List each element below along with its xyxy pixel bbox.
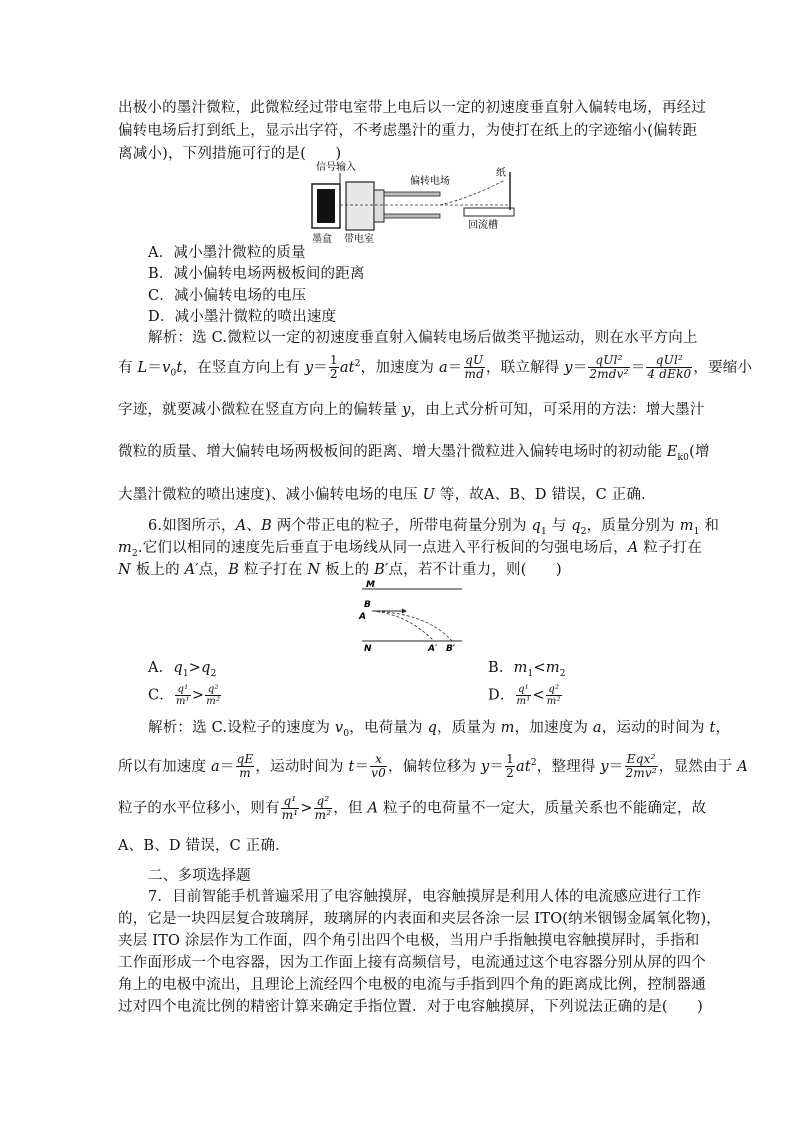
lower-plate [384, 214, 440, 218]
q6-solution-line1: 解析：选 C.设粒子的速度为 $v_0$，电荷量为 q，质量为 m，加速度为 a，运动的时间为 t， [148, 720, 731, 739]
q6-solution-line3: 粒子的水平位移小，则有 $\frac{\text{q¹}}{\text{m¹}}$ > $\frac{\text{q²}}{\text{m²}}$ ，但 A 粒子的电荷量不一定大，质量关系也不能确定，故 [118, 794, 707, 822]
trajectory-a [372, 611, 434, 641]
return-tank [464, 208, 514, 216]
q7-text-line6: 过对四个电流比例的精密计算来确定手指位置．对于电容触摸屏，下列说法正确的是( ) [118, 999, 704, 1015]
label-n: N [364, 644, 372, 652]
ink-box-label: 墨盒 [312, 234, 332, 244]
q5-option-b: B．减小偏转电场两极板间的距离 [148, 266, 365, 282]
charge-chamber [346, 182, 374, 230]
label-a-prime: A′ [428, 644, 438, 652]
q5-option-a: A．减小墨汁微粒的质量 [148, 245, 306, 261]
parallel-plate-diagram [352, 580, 467, 652]
q5-solution-line3: 字迹，就要减小微粒在竖直方向上的偏转量 y，由上式分析可知，可采用的方法：增大墨汁 [118, 402, 705, 418]
q7-text-line5: 角上的电极中流出，且理论上流经四个电极的电流与手指到四个角的距离成比例，控制器通 [118, 977, 706, 993]
charge-chamber-label: 带电室 [344, 234, 374, 244]
q6-option-a: A．$q_1>q_2$ [148, 660, 217, 679]
q5-solution-line2: 有 $L=v_0t$，在竖直方向上有 y＝ $\frac{1}{2}$ $at^2$，加速度为 a＝ $\frac{qU}{md}$ ，联立解得 y＝ $\frac{\text{qUl²}}{\text{2mdv²}}$ ＝ $\frac{\text{qUl²}}{\text{4 dEk0}}$ ，要缩小 [118, 353, 753, 382]
q5-option-d: D．减小墨汁微粒的喷出速度 [148, 309, 337, 325]
q6-solution-line2: 所以有加速度 a＝ $\frac{qE}{m}$ ，运动时间为 t＝ $\frac{x}{v0}$ ，偏转位移为 y＝ $\frac{1}{2}$ $at^2$，整理得 y＝ $\frac{\text{Eqx²}}{\text{2mv²}}$ ，显然由于 A [118, 752, 748, 781]
q5-solution-line4: 微粒的质量、增大偏转电场两极板间的距离、增大墨汁微粒进入偏转电场时的初动能 $E_{k0}$(增 [118, 444, 710, 463]
q6-option-d: D． $\frac{\text{q¹}}{\text{m¹}}$ < $\frac{\text{q²}}{\text{m²}}$ [488, 684, 561, 707]
label-b: B [364, 600, 371, 610]
q5-text-line1: 出极小的墨汁微粒，此微粒经过带电室带上电后以一定的初速度垂直射入偏转电场，再经过 [118, 100, 706, 116]
inkjet-diagram [300, 158, 520, 244]
q6-text-line3: N 板上的 A′点，B 粒子打在 N 板上的 B′点，若不计重力，则( ) [118, 562, 562, 578]
q5-option-c: C．减小偏转电场的电压 [148, 288, 307, 304]
q6-text-line1: 6.如图所示，A、B 两个带正电的粒子，所带电荷量分别为 $q_1$ 与 $q_2$，质量分别为 $m_1$ 和 [148, 518, 720, 537]
q7-text-line3: 夹层 ITO 涂层作为工作面，四个角引出四个电极，当用户手指触摸电容触摸屏时，手指和 [118, 933, 700, 949]
label-a: A [359, 612, 366, 622]
section-heading: 二、多项选择题 [148, 868, 251, 884]
q5-solution-line5: 大墨汁微粒的喷出速度)、减小偏转电场的电压 U 等，故A、B、D 错误，C 正确． [118, 487, 656, 503]
label-m: M [366, 580, 375, 590]
q7-text-line1: 7．目前智能手机普遍采用了电容触摸屏，电容触摸屏是利用人体的电流感应进行工作 [148, 889, 702, 905]
q7-text-line2: 的，它是一块四层复合玻璃屏，玻璃屏的内表面和夹层各涂一层 ITO(纳米铟锡金属氧化物)， [118, 911, 722, 927]
ink-box-fill [317, 189, 335, 223]
q6-option-c: C． $\frac{\text{q¹}}{\text{m¹}}$ > $\frac{\text{q²}}{\text{m²}}$ [148, 684, 221, 707]
q7-text-line4: 工作面形成一个电容器，因为工作面上接有高频信号，电流通过这个电容器分别从屏的四个 [118, 955, 706, 971]
q5-text-line3: 离减小)，下列措施可行的是( ) [118, 146, 342, 162]
q6-solution-line4: A、B、D 错误，C 正确． [118, 838, 290, 854]
q5-solution-line1: 解析：选 C.微粒以一定的初速度垂直射入偏转电场后做类平抛运动，则在水平方向上 [148, 330, 698, 346]
deflection-field-label: 偏转电场 [410, 176, 450, 187]
upper-plate [384, 192, 440, 196]
return-tank-label: 回流槽 [468, 220, 498, 231]
trajectory-b [372, 611, 452, 641]
q5-text-line2: 偏转电场后打到纸上，显示出字符，不考虑墨汁的重力，为使打在纸上的字迹缩小(偏转距 [118, 123, 698, 139]
signal-input-label: 信号输入 [316, 162, 356, 173]
label-b-prime: B′ [446, 644, 456, 652]
q6-option-b: B．$m_1<m_2$ [488, 660, 566, 679]
paper-label: 纸 [496, 168, 506, 179]
q6-text-line2: $m_2$.它们以相同的速度先后垂直于电场线从同一点进入平行板间的匀强电场后，A 粒子打在 [118, 540, 703, 559]
